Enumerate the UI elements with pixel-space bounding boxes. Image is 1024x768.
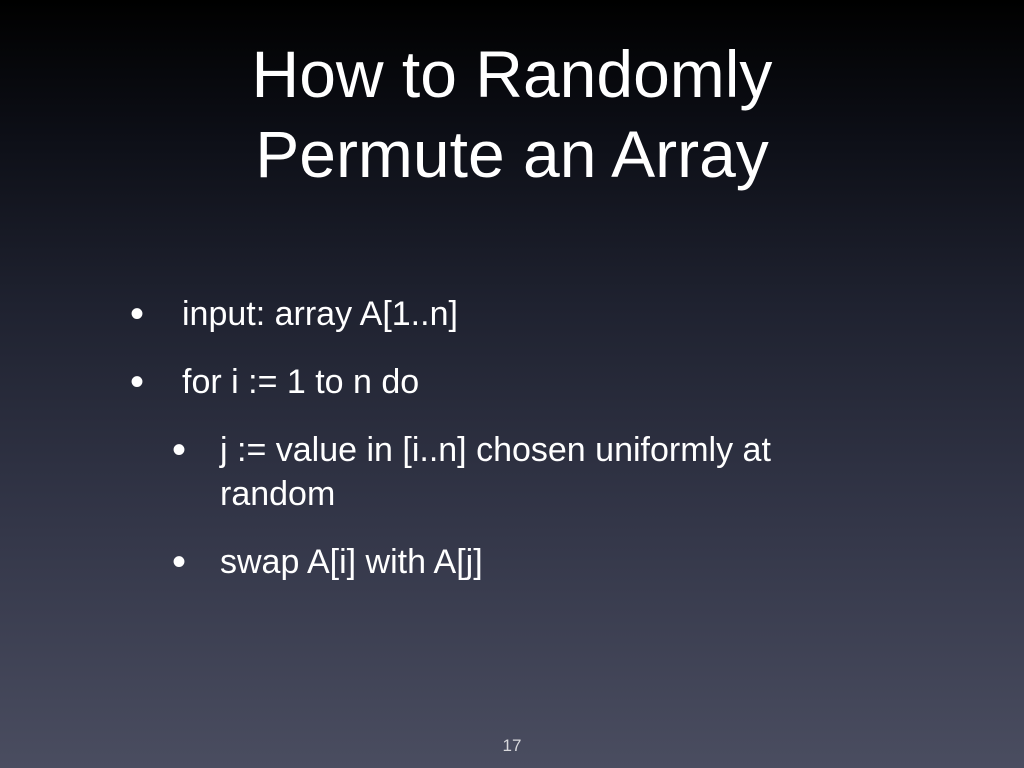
bullet-icon: • — [130, 292, 145, 336]
bullet-icon: • — [172, 540, 187, 584]
bullet-text: for i := 1 to n do — [182, 363, 420, 401]
bullet-item-input — [130, 292, 890, 336]
bullet-list — [130, 292, 890, 608]
bullet-text: j := value in [i..n] chosen uniformly at random — [220, 431, 771, 513]
bullet-text: input: array A[1..n] — [182, 295, 458, 333]
page-number: 17 — [502, 736, 522, 755]
sub-bullet-item-swap — [130, 540, 890, 584]
slide-title-line-1: How to Randomly — [251, 37, 773, 111]
bullet-icon: • — [172, 428, 187, 472]
bullet-icon: • — [130, 360, 145, 404]
bullet-text: swap A[i] with A[j] — [220, 543, 483, 581]
slide-title-line-2: Permute an Array — [255, 117, 769, 191]
slide-title — [0, 34, 1024, 194]
sub-bullet-item-choose-j — [130, 428, 890, 516]
bullet-item-for-loop — [130, 360, 890, 404]
